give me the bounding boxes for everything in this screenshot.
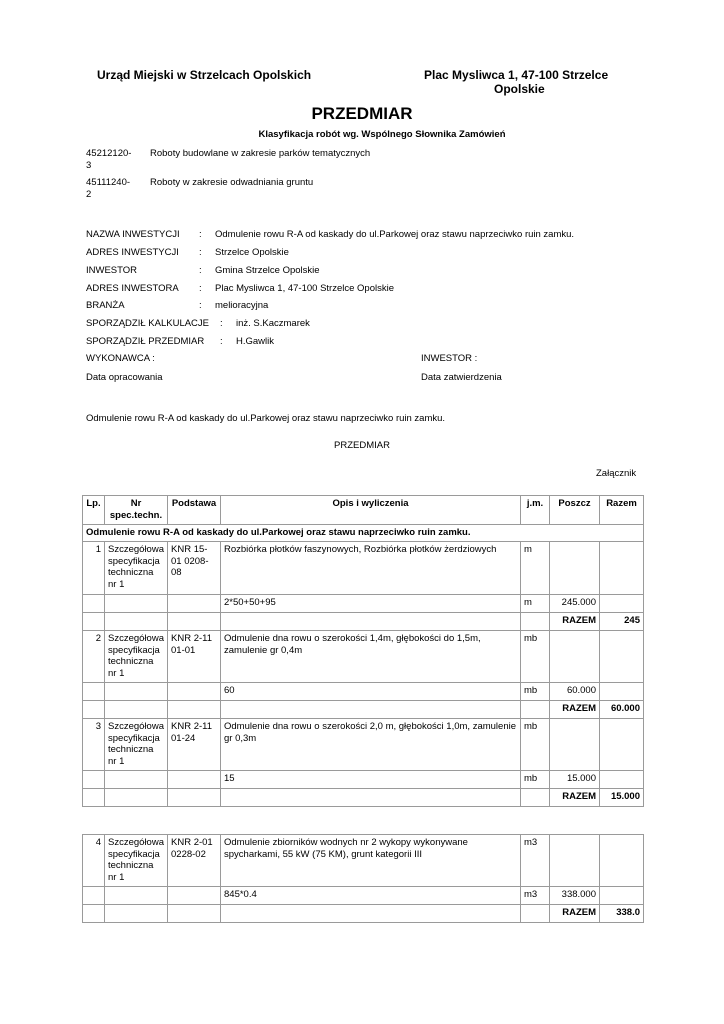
col-opis: Opis i wyliczenia	[221, 496, 521, 525]
col-poszcz: Poszcz	[550, 496, 600, 525]
total-row: RAZEM 15.000	[83, 789, 644, 807]
project-description: Odmulenie rowu R-A od kaskady do ul.Parkowej oraz stawu naprzeciwko ruin zamku.	[86, 413, 446, 424]
cpv-desc-2: Roboty w zakresie odwadniania gruntu	[150, 177, 314, 188]
calc-row: 15 mb 15.000	[83, 771, 644, 789]
office-address-line1: Plac Mysliwca 1, 47-100 Strzelce	[424, 68, 609, 82]
table-row: 2 Szczegółowa specyfikacja techniczna nr 1 KNR 2-11 01-01 Odmulenie dna rowu o szerokości 1,4m, głębokości do 1,5m, zamulenie gr 0,4m mb	[83, 631, 644, 683]
sub-title: PRZEDMIAR	[334, 440, 390, 451]
calc-row: 2*50+50+95 m 245.000	[83, 595, 644, 613]
col-lp: Lp.	[83, 496, 105, 525]
estimate-table-continued	[82, 834, 644, 923]
table-row: 1 Szczegółowa specyfikacja techniczna nr 1 KNR 15-01 0208-08 Rozbiórka płotków faszynowych, Rozbiórka płotków żerdziowych m	[83, 542, 644, 595]
calc-row: 60 mb 60.000	[83, 683, 644, 701]
office-name: Urząd Miejski w Strzelcach Opolskich	[97, 68, 312, 82]
cpv-desc-1: Roboty budowlane w zakresie parków tematycznych	[150, 148, 371, 159]
col-podstawa: Podstawa	[168, 496, 221, 525]
calc-row: 845*0.4 m3 338.000	[83, 887, 644, 905]
table-row: 3 Szczegółowa specyfikacja techniczna nr 1 KNR 2-11 01-24 Odmulenie dna rowu o szerokości 2,0 m, głębokości 1,0m, zamulenie gr 0,3m mb	[83, 719, 644, 771]
approval-date-label: Data zatwierdzenia	[421, 372, 502, 383]
col-spec: Nr spec.techn.	[105, 496, 168, 525]
investor-label: INWESTOR :	[421, 353, 478, 364]
table-row: 4 Szczegółowa specyfikacja techniczna nr 1 KNR 2-01 0228-02 Odmulenie zbiorników wodnych nr 2 wykopy wykonywane spycharkami, 55 kW (75 KM), grunt kategorii III m3	[83, 835, 644, 887]
contractor-label: WYKONAWCA :	[86, 353, 155, 364]
estimate-table	[82, 495, 644, 807]
col-jm: j.m.	[521, 496, 550, 525]
table-header-row	[83, 496, 644, 525]
section-row: Odmulenie rowu R-A od kaskady do ul.Parkowej oraz stawu naprzeciwko ruin zamku.	[83, 525, 644, 542]
cpv-code-1: 45212120- 3	[86, 148, 132, 171]
attachment-label: Załącznik	[596, 468, 637, 479]
page-title: PRZEDMIAR	[311, 104, 413, 123]
prep-date-label: Data opracowania	[86, 372, 163, 383]
cpv-code-2: 45111240- 2	[86, 177, 131, 200]
col-razem: Razem	[600, 496, 644, 525]
total-row: RAZEM 60.000	[83, 701, 644, 719]
classification-heading: Klasyfikacja robót wg. Wspólnego Słownika Zamówień	[258, 129, 506, 140]
total-row: RAZEM 245	[83, 613, 644, 631]
office-address-line2: Opolskie	[494, 82, 545, 96]
total-row: RAZEM 338.0	[83, 905, 644, 923]
